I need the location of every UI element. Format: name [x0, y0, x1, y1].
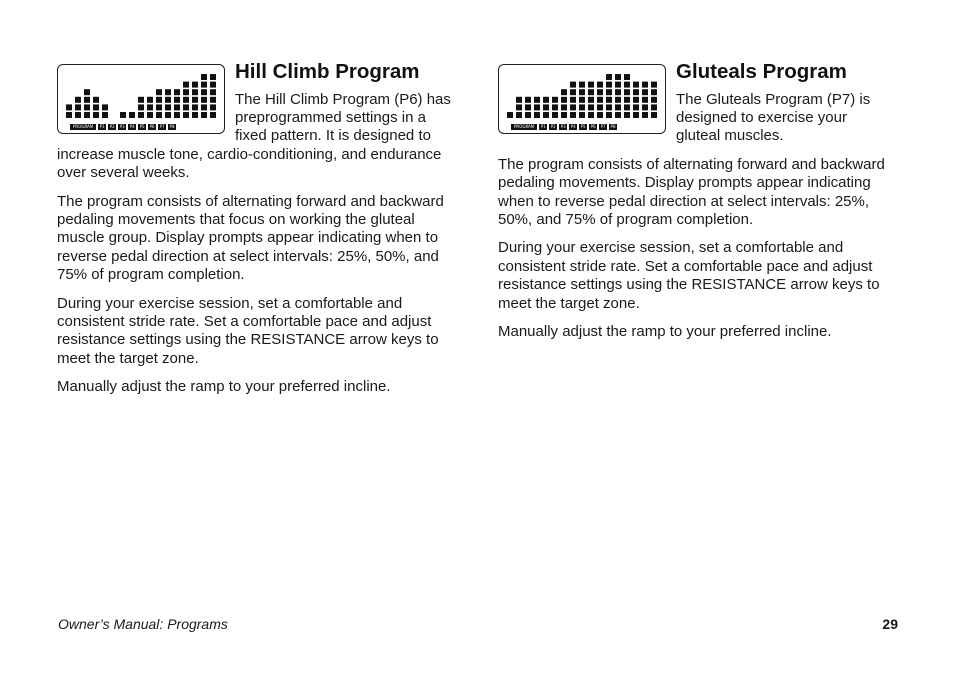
display-cell	[84, 97, 90, 103]
display-cell	[165, 89, 171, 95]
display-cell	[606, 89, 612, 95]
display-cell	[192, 104, 198, 110]
display-cell	[597, 97, 603, 103]
display-label-p8: P8	[169, 124, 175, 129]
display-cell	[75, 104, 81, 110]
display-cell	[615, 74, 621, 80]
display-cell	[75, 112, 81, 118]
display-cell	[201, 89, 207, 95]
display-cell	[147, 104, 153, 110]
display-cell	[570, 112, 576, 118]
display-cell	[516, 112, 522, 118]
display-cell	[84, 104, 90, 110]
footer-title: Owner’s Manual: Programs	[58, 616, 228, 632]
display-cell	[183, 82, 189, 88]
display-cell	[624, 74, 630, 80]
display-cell	[624, 97, 630, 103]
display-cell	[201, 112, 207, 118]
display-cell	[624, 89, 630, 95]
display-cell	[516, 104, 522, 110]
display-cell	[174, 112, 180, 118]
display-grid	[62, 70, 222, 122]
display-cell	[201, 97, 207, 103]
section-title: Hill Climb Program	[235, 60, 420, 83]
display-cell	[183, 112, 189, 118]
display-cell	[597, 89, 603, 95]
display-cell	[615, 89, 621, 95]
display-cell	[642, 112, 648, 118]
display-cell	[525, 112, 531, 118]
display-label-p6: P6	[149, 124, 155, 129]
display-cell	[570, 89, 576, 95]
display-cell	[543, 97, 549, 103]
display-cell	[543, 112, 549, 118]
display-cell	[201, 82, 207, 88]
display-cell	[120, 112, 126, 118]
display-cell	[642, 104, 648, 110]
display-label-program: PROGRAM	[70, 124, 96, 130]
display-cell	[615, 112, 621, 118]
display-labels	[70, 124, 176, 130]
display-cell	[534, 104, 540, 110]
display-label-p1: P1	[540, 124, 546, 129]
display-cell	[624, 104, 630, 110]
display-cell	[651, 97, 657, 103]
display-cell	[165, 97, 171, 103]
section-hill-climb	[57, 60, 453, 407]
display-label-p6: P6	[590, 124, 596, 129]
display-cell	[84, 112, 90, 118]
display-cell	[570, 104, 576, 110]
display-cell	[165, 112, 171, 118]
display-cell	[156, 104, 162, 110]
display-cell	[192, 82, 198, 88]
display-cell	[93, 104, 99, 110]
display-cell	[633, 104, 639, 110]
display-cell	[183, 104, 189, 110]
display-cell	[651, 89, 657, 95]
display-cell	[156, 97, 162, 103]
display-cell	[93, 97, 99, 103]
section-paragraph: The program consists of alternating forward and backward pedaling movements. Display prompts appear indicating when to reverse pedal direction at select intervals: 25%, 50%, and 75% of program completion.	[498, 155, 885, 229]
display-cell	[210, 74, 216, 80]
display-cell	[516, 97, 522, 103]
display-label-p3: P3	[119, 124, 125, 129]
display-label-p1: P1	[99, 124, 105, 129]
display-label-p2: P2	[109, 124, 115, 129]
display-cell	[138, 112, 144, 118]
display-cell	[570, 97, 576, 103]
display-cell	[192, 97, 198, 103]
program-display-gluteals	[498, 64, 666, 134]
display-cell	[651, 104, 657, 110]
display-cell	[579, 82, 585, 88]
display-label-p2: P2	[550, 124, 556, 129]
display-cell	[192, 112, 198, 118]
display-cell	[579, 97, 585, 103]
section-paragraph: During your exercise session, set a comfortable and consistent stride rate. Set a comfortable pace and adjust resistance settings using the RESISTANCE arrow keys to meet the target zone.	[57, 294, 439, 367]
display-cell	[201, 104, 207, 110]
section-intro: The Hill Climb Program (P6) has preprogrammed settings in a fixed pattern. It is designed to increase muscle tone, cardio-conditioning, and endurance over several weeks.	[57, 90, 451, 182]
display-cell	[66, 104, 72, 110]
section-gluteals	[498, 60, 894, 351]
display-cell	[156, 89, 162, 95]
display-cell	[615, 97, 621, 103]
display-cell	[210, 104, 216, 110]
display-cell	[588, 97, 594, 103]
display-cell	[642, 97, 648, 103]
display-cell	[93, 112, 99, 118]
display-cell	[624, 82, 630, 88]
section-title: Gluteals Program	[676, 60, 847, 83]
display-cell	[75, 97, 81, 103]
display-cell	[507, 112, 513, 118]
display-cell	[606, 112, 612, 118]
display-labels	[511, 124, 617, 130]
section-paragraph: Manually adjust the ramp to your preferred incline.	[498, 323, 832, 341]
display-cell	[588, 112, 594, 118]
display-cell	[138, 104, 144, 110]
display-cell	[588, 104, 594, 110]
display-cell	[534, 97, 540, 103]
display-cell	[597, 112, 603, 118]
display-cell	[633, 112, 639, 118]
display-cell	[147, 112, 153, 118]
display-cell	[597, 82, 603, 88]
section-paragraph: Manually adjust the ramp to your preferred incline.	[57, 378, 391, 396]
display-cell	[579, 89, 585, 95]
program-display-hill-climb	[57, 64, 225, 134]
display-cell	[102, 104, 108, 110]
display-cell	[525, 104, 531, 110]
display-cell	[606, 104, 612, 110]
display-cell	[606, 74, 612, 80]
display-label-p7: P7	[600, 124, 606, 129]
display-cell	[633, 97, 639, 103]
display-label-p7: P7	[159, 124, 165, 129]
display-cell	[642, 82, 648, 88]
display-cell	[552, 104, 558, 110]
display-cell	[147, 97, 153, 103]
display-label-p8: P8	[610, 124, 616, 129]
display-cell	[174, 104, 180, 110]
display-cell	[606, 97, 612, 103]
display-cell	[579, 104, 585, 110]
display-cell	[561, 104, 567, 110]
display-cell	[84, 89, 90, 95]
display-cell	[174, 97, 180, 103]
display-label-p5: P5	[139, 124, 145, 129]
display-label-p4: P4	[129, 124, 135, 129]
section-paragraph: The program consists of alternating forward and backward pedaling movements that focus on working the gluteal muscle group. Display prompts appear indicating when to reverse pedal direction at select intervals: 25%, 50%, and 75% of program completion.	[57, 192, 444, 284]
display-cell	[129, 112, 135, 118]
display-cell	[570, 82, 576, 88]
display-cell	[651, 82, 657, 88]
display-cell	[633, 89, 639, 95]
display-label-program: PROGRAM	[511, 124, 537, 130]
display-cell	[552, 112, 558, 118]
display-grid	[503, 70, 663, 122]
display-cell	[552, 97, 558, 103]
display-cell	[579, 112, 585, 118]
display-cell	[606, 82, 612, 88]
display-cell	[588, 89, 594, 95]
display-cell	[561, 97, 567, 103]
display-cell	[210, 112, 216, 118]
display-cell	[165, 104, 171, 110]
display-cell	[561, 112, 567, 118]
display-cell	[66, 112, 72, 118]
display-cell	[210, 82, 216, 88]
display-cell	[201, 74, 207, 80]
display-cell	[543, 104, 549, 110]
display-cell	[156, 112, 162, 118]
display-cell	[642, 89, 648, 95]
section-intro: The Gluteals Program (P7) is designed to exercise your gluteal muscles.	[676, 90, 871, 145]
display-label-p3: P3	[560, 124, 566, 129]
display-cell	[588, 82, 594, 88]
display-cell	[561, 89, 567, 95]
display-cell	[174, 89, 180, 95]
display-cell	[183, 97, 189, 103]
display-cell	[525, 97, 531, 103]
display-label-p4: P4	[570, 124, 576, 129]
display-cell	[102, 112, 108, 118]
display-cell	[633, 82, 639, 88]
display-label-p5: P5	[580, 124, 586, 129]
display-cell	[651, 112, 657, 118]
display-cell	[192, 89, 198, 95]
display-cell	[210, 97, 216, 103]
display-cell	[615, 104, 621, 110]
display-cell	[624, 112, 630, 118]
section-paragraph: During your exercise session, set a comfortable and consistent stride rate. Set a comfortable pace and adjust resistance settings using the RESISTANCE arrow keys to meet the target zone.	[498, 239, 880, 312]
display-cell	[138, 97, 144, 103]
display-cell	[210, 89, 216, 95]
display-cell	[183, 89, 189, 95]
page-number: 29	[882, 616, 898, 632]
display-cell	[534, 112, 540, 118]
display-cell	[597, 104, 603, 110]
display-cell	[615, 82, 621, 88]
